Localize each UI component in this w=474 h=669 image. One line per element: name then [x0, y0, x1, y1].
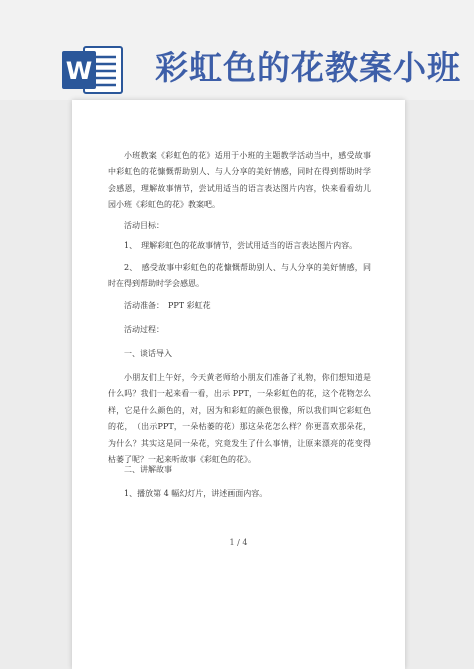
- objectives-heading: 活动目标：: [124, 221, 164, 230]
- page-indicator: 1 / 4: [229, 538, 248, 547]
- word-icon-letter: W: [65, 57, 93, 85]
- objective-item-2: 2、 感受故事中彩虹色的花慷慨帮助别人、与人分享的美好情感，同时在得到帮助时学会感恩。: [108, 263, 371, 289]
- section-heading-story: 二、讲解故事: [124, 465, 172, 474]
- story-step-1: 1、播放第 4 幅幻灯片，讲述画面内容。: [124, 489, 268, 498]
- document-page: [72, 100, 405, 669]
- intro-paragraph: 小班教案《彩虹色的花》适用于小班的主题教学活动当中，感受故事中彩虹色的花慷慨帮助别人、与人分享的美好情感，同时在得到帮助时学会感恩，理解故事情节，尝试用适当的语言表达图片内容，快来看看幼儿园小班《彩虹色的花》教案吧。: [108, 151, 371, 210]
- intro-dialogue-paragraph: 小朋友们上午好，今天黄老师给小朋友们准备了礼物，你们想知道是什么吗？我们一起来看一看，出示 PPT，一朵彩虹色的花，这个花物怎么样，它是什么颜色的，对，因为和彩虹的颜色很像，所以我们叫它彩虹色的花， （出示PPT，一朵枯萎的花）那这朵花怎么样？你更喜欢那朵花，为什么？其实这是同一朵花，究竟发生了什么事情，让原来漂亮的花变得枯萎了呢？一起来听故事《彩虹色的花》。: [108, 373, 371, 465]
- objective-item-1: 1、 理解彩虹色的花故事情节，尝试用适当的语言表达图片内容。: [124, 241, 358, 250]
- document-banner: [0, 0, 474, 100]
- document-title: 彩虹色的花教案小班: [155, 48, 461, 87]
- process-heading: 活动过程：: [124, 325, 164, 334]
- word-document-icon: [60, 41, 126, 99]
- preparation-line: 活动准备： PPT 彩虹花: [124, 301, 211, 310]
- section-heading-intro: 一、谈话导入: [124, 349, 172, 358]
